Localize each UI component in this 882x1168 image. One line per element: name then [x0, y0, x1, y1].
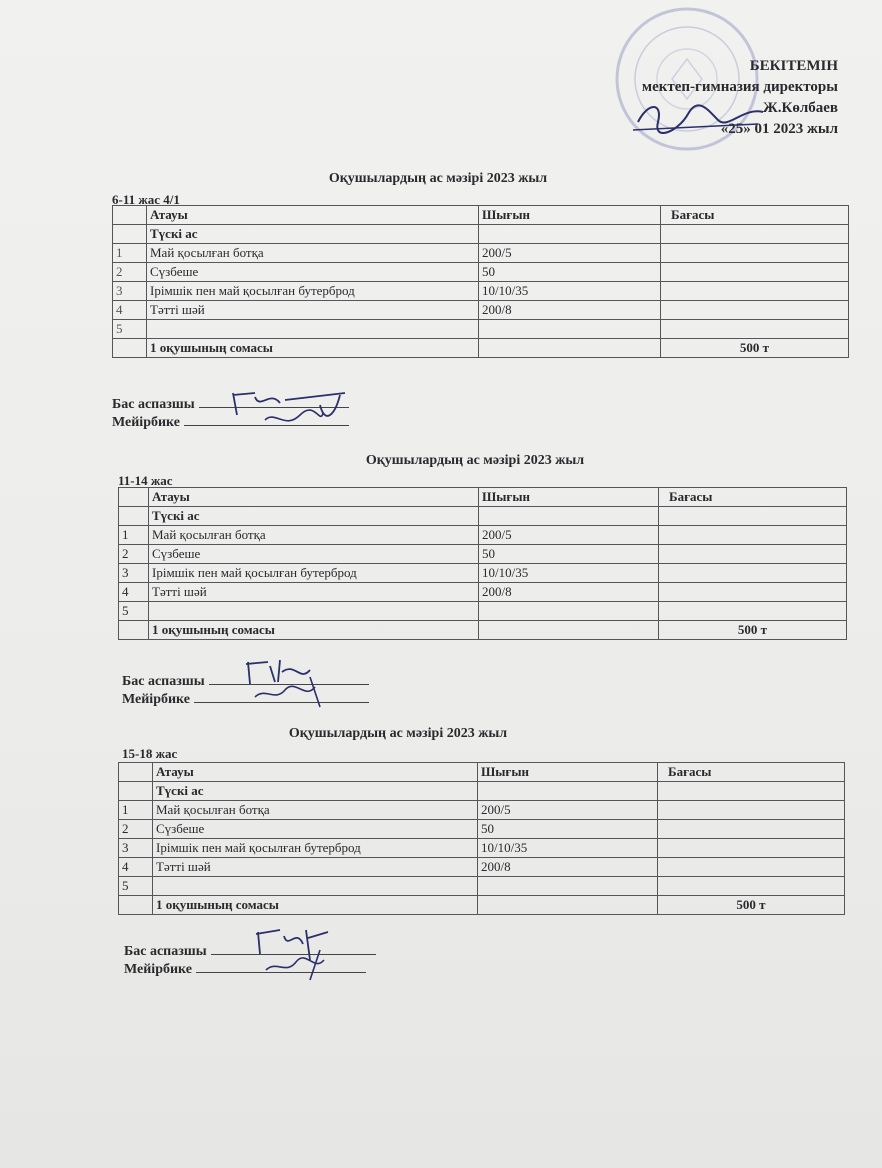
dish-name: Май қосылған ботқа [149, 526, 479, 545]
table-row [119, 858, 845, 877]
dish-name: Май қосылған ботқа [153, 801, 478, 820]
table-row [119, 602, 847, 621]
row-number: 5 [113, 320, 147, 339]
age-group: 15-18 жас [122, 746, 178, 761]
table-row [119, 526, 847, 545]
table-row [113, 320, 849, 339]
header-name: Атауы [149, 488, 479, 507]
row-number: 3 [113, 282, 147, 301]
dish-amount: 200/5 [479, 244, 661, 263]
cook-label: Бас аспазшы [112, 397, 195, 412]
row-number: 1 [119, 526, 149, 545]
table-row [119, 877, 845, 896]
nurse-label: Мейірбике [112, 415, 180, 430]
dish-name: Сүзбеше [147, 263, 479, 282]
row-number: 4 [119, 858, 153, 877]
table-row [119, 839, 845, 858]
dish-name: Сүзбеше [153, 820, 478, 839]
row-number: 2 [119, 820, 153, 839]
header-price: Бағасы [661, 206, 849, 225]
row-number: 1 [119, 801, 153, 820]
menu-table [118, 762, 845, 915]
dish-name: Ірімшік пен май қосылған бутерброд [153, 839, 478, 858]
table-header [119, 763, 845, 782]
table-row [119, 564, 847, 583]
row-number: 1 [113, 244, 147, 263]
total-price: 500 т [658, 896, 845, 915]
header-amount: Шығын [479, 206, 661, 225]
total-row [113, 339, 849, 358]
dish-name: Ірімшік пен май қосылған бутерброд [147, 282, 479, 301]
dish-amount: 200/8 [479, 301, 661, 320]
table-row [119, 782, 845, 801]
approval-heading: БЕКІТЕМІН [749, 58, 838, 74]
total-row [119, 896, 845, 915]
director-signature [628, 92, 768, 142]
approval-date: «25» 01 2023 жыл [720, 121, 838, 137]
header-name: Атауы [147, 206, 479, 225]
header-price: Бағасы [658, 763, 845, 782]
cook-signature [225, 385, 355, 435]
dish-amount [478, 877, 658, 896]
meal-name: Түскі ас [147, 225, 479, 244]
table-row [119, 583, 847, 602]
table-row [119, 545, 847, 564]
dish-amount: 200/5 [478, 801, 658, 820]
total-label: 1 оқушының сомасы [153, 896, 478, 915]
dish-name: Сүзбеше [149, 545, 479, 564]
total-price: 500 т [659, 621, 847, 640]
table-header [119, 488, 847, 507]
nurse-label: Мейірбике [124, 962, 192, 977]
nurse-label: Мейірбике [122, 692, 190, 707]
menu-table [112, 205, 849, 358]
total-label: 1 оқушының сомасы [149, 621, 479, 640]
table-row [113, 244, 849, 263]
cook-label: Бас аспазшы [124, 944, 207, 959]
approval-director-name: Ж.Көлбаев [762, 100, 838, 116]
meal-name: Түскі ас [149, 507, 479, 526]
total-row [119, 621, 847, 640]
dish-amount: 10/10/35 [479, 282, 661, 301]
cook-label: Бас аспазшы [122, 674, 205, 689]
table-row [113, 263, 849, 282]
dish-name [149, 602, 479, 621]
header-amount: Шығын [479, 488, 659, 507]
dish-amount: 10/10/35 [478, 839, 658, 858]
row-number: 3 [119, 839, 153, 858]
header-price: Бағасы [659, 488, 847, 507]
menu-title: Оқушылардың ас мәзірі 2023 жыл [328, 171, 548, 186]
dish-amount: 200/8 [479, 583, 659, 602]
dish-name: Май қосылған ботқа [147, 244, 479, 263]
row-number: 2 [119, 545, 149, 564]
dish-amount: 50 [479, 545, 659, 564]
dish-amount: 50 [479, 263, 661, 282]
row-number: 2 [113, 263, 147, 282]
menu-title: Оқушылардың ас мәзірі 2023 жыл [365, 453, 585, 468]
cook-signature [248, 920, 348, 985]
dish-name [147, 320, 479, 339]
header-amount: Шығын [478, 763, 658, 782]
age-group: 6-11 жас 4/1 [112, 192, 180, 207]
row-number: 4 [113, 301, 147, 320]
meal-name: Түскі ас [153, 782, 478, 801]
total-label: 1 оқушының сомасы [147, 339, 479, 358]
row-number: 3 [119, 564, 149, 583]
menu-title: Оқушылардың ас мәзірі 2023 жыл [288, 726, 508, 741]
menu-table [118, 487, 847, 640]
dish-name: Тәтті шәй [147, 301, 479, 320]
dish-name [153, 877, 478, 896]
table-row [119, 507, 847, 526]
approval-position: мектеп-гимназия директоры [641, 79, 838, 95]
dish-name: Тәтті шәй [149, 583, 479, 602]
dish-name: Тәтті шәй [153, 858, 478, 877]
table-row [113, 282, 849, 301]
age-group: 11-14 жас [118, 473, 173, 488]
dish-amount [479, 320, 661, 339]
row-number: 5 [119, 877, 153, 896]
table-row [119, 801, 845, 820]
table-row [113, 301, 849, 320]
dish-amount: 200/8 [478, 858, 658, 877]
row-number: 5 [119, 602, 149, 621]
dish-amount: 200/5 [479, 526, 659, 545]
dish-amount [479, 602, 659, 621]
row-number: 4 [119, 583, 149, 602]
cook-signature [240, 652, 350, 712]
dish-amount: 10/10/35 [479, 564, 659, 583]
table-header [113, 206, 849, 225]
table-row [119, 820, 845, 839]
dish-amount: 50 [478, 820, 658, 839]
total-price: 500 т [661, 339, 849, 358]
table-row [113, 225, 849, 244]
header-name: Атауы [153, 763, 478, 782]
dish-name: Ірімшік пен май қосылған бутерброд [149, 564, 479, 583]
